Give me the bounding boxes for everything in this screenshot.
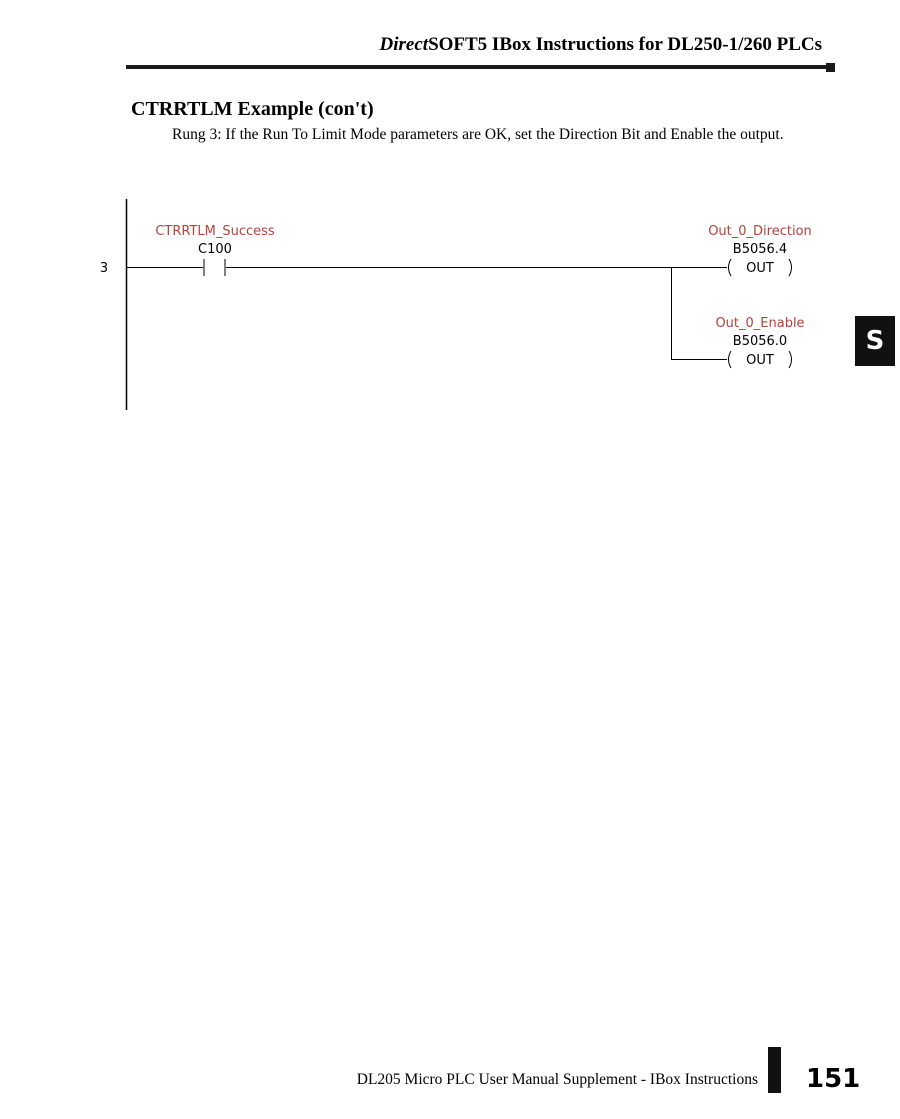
coil-direction-nickname: Out_0_Direction [708, 224, 812, 239]
coil-direction-address: B5056.4 [732, 242, 788, 257]
section-heading: CTRRTLM Example (con't) [131, 98, 374, 120]
rung-number: 3 [99, 261, 109, 276]
coil-enable-type: OUT [746, 353, 774, 368]
coil-enable-address: B5056.0 [732, 334, 788, 349]
coil-direction-type: OUT [746, 261, 774, 276]
normally-open-contact [204, 259, 225, 276]
rung-description: Rung 3: If the Run To Limit Mode parameters are OK, set the Direction Bit and Enable the output. [172, 126, 784, 143]
chapter-tab: S [855, 316, 895, 366]
ladder-diagram [0, 0, 900, 420]
footer-text: DL205 Micro PLC User Manual Supplement - IBox Instructions [356, 1071, 758, 1088]
page-number: 151 [806, 1064, 861, 1094]
header-title-text: SOFT5 IBox Instructions for DL250-1/260 PLCs [428, 34, 822, 55]
header-brand: Direct [379, 34, 429, 55]
contact-nickname: CTRRTLM_Success [155, 224, 275, 239]
coil-enable-nickname: Out_0_Enable [715, 316, 805, 331]
footer-bar [768, 1047, 781, 1093]
contact-address: C100 [198, 242, 232, 257]
